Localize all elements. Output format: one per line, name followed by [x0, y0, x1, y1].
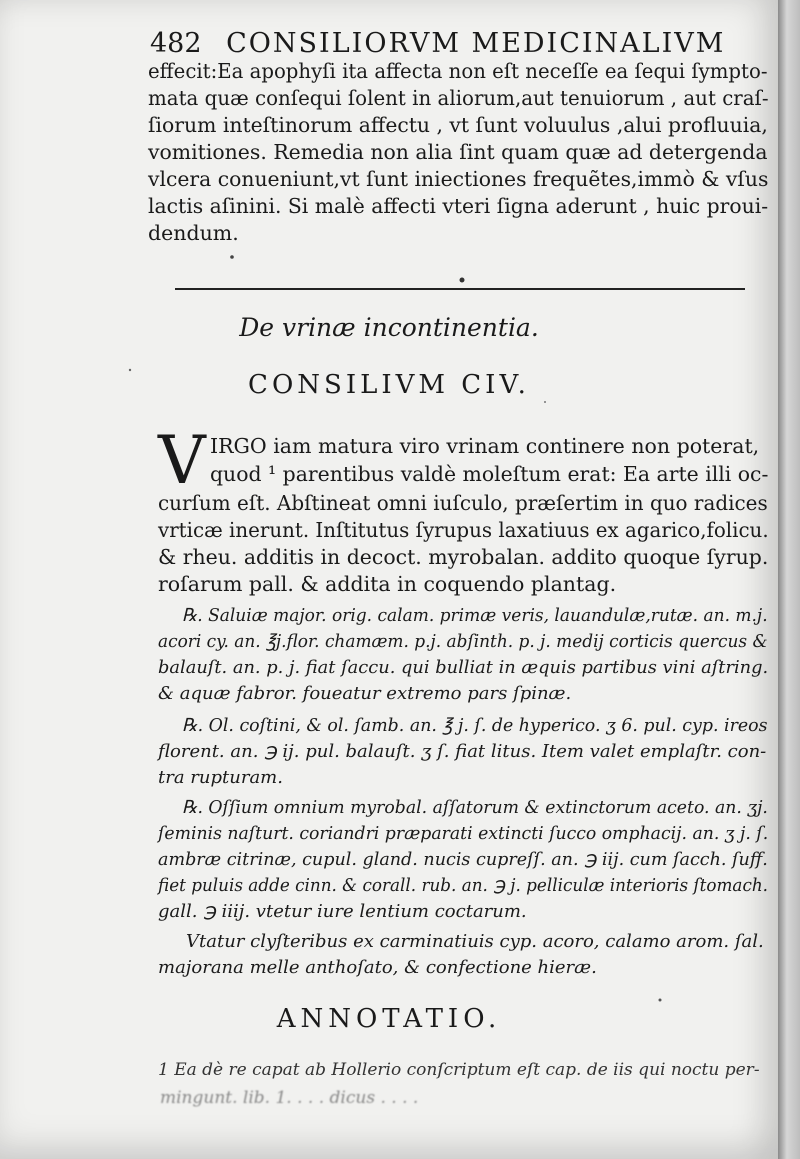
text-line: lactis aſinini. Si malè affecti vteri ſigna aderunt , huic proui- [148, 194, 769, 218]
text-line: dendum. [148, 221, 239, 245]
recipe-line: gall. ℈ iiij. vtetur iure lentium coctarum. [158, 901, 527, 922]
text-line: vlcera conueniunt,vt ſunt iniectiones frequẽtes,immò & vſus [148, 167, 769, 191]
text-line: curſum eſt. Abſtineat omni iuſculo, præſertim in quo radices [158, 491, 768, 515]
text-line: roſarum pall. & addita in coquendo plantag. [158, 572, 617, 596]
text-line: ſiorum inteſtinorum affectu , vt ſunt voluulus ,alui profluuia, [148, 113, 768, 137]
recipe-line: fiet puluis adde cinn. & corall. rub. an. ℈ j. pelliculæ interioris ſtomach. [158, 875, 769, 896]
recipe-line: ℞. Ol. coſtini, & ol. ſamb. an. ℥ j. ſ. de hyperico. ʒ 6. pul. cyp. ireos [182, 715, 768, 736]
recipe-line: majorana melle anthoſato, & confectione hieræ. [158, 957, 597, 978]
recipe-line: tra rupturam. [158, 767, 283, 788]
recipe-line: & aquæ fabror. foueatur extremo pars ſpinæ. [158, 683, 572, 704]
page-number: 482 [150, 28, 202, 59]
footnote-line: 1 Ea dè re capat ab Hollerio conſcriptum eſt cap. de iis qui noctu per- [158, 1060, 760, 1080]
text-line: mata quæ conſequi ſolent in aliorum,aut tenuiorum , aut craſ- [148, 86, 769, 110]
page-gutter-edge [778, 0, 800, 1159]
text-line: vomitiones. Remedia non alia ſint quam quæ ad detergenda [148, 140, 768, 164]
running-title: CONSILIORVM MEDICINALIVM [226, 28, 726, 59]
recipe-line: ambræ citrinæ, cupul. gland. nucis cupreſſ. an. ℈ iij. cum ſacch. ſuff. [158, 849, 768, 870]
text-line: & rheu. additis in decoct. myrobalan. addito quoque ſyrup. [158, 545, 769, 569]
footnote-line-faded: mingunt. lib. 1. . . . dicus . . . . [160, 1088, 419, 1108]
recipe-line: balauſt. an. p. j. fiat ſaccu. qui bulliat in æquis partibus vini aſtring. [158, 657, 769, 678]
recipe-line: ℞. Saluiæ major. orig. calam. primæ veris, lauandulæ,rutæ. an. m.j. [182, 605, 768, 626]
consilium-heading: CONSILIVM CIV. [248, 370, 530, 400]
recipe-line: ſeminis naſturt. coriandri præparati extincti ſucco omphacij. an. ʒ j. ſ. [158, 823, 769, 844]
recipe-line: Vtatur clyſteribus ex carminatiuis cyp. acoro, calamo arom. ſal. [186, 931, 764, 952]
text-line: effecit:Ea apophyſi ita affecta non eſt neceſſe ea ſequi ſympto- [148, 59, 768, 83]
text-line: vrticæ inerunt. Inſtitutus ſyrupus laxatiuus ex agarico,folicu. [158, 518, 769, 542]
drop-capital: V [158, 422, 206, 499]
text-line: quod ¹ parentibus valdè moleſtum erat: Ea arte illi oc- [210, 462, 769, 486]
recipe-line: acori cy. an. ℥j.flor. chamæm. p.j. abſinth. p. j. medij corticis quercus & [158, 631, 768, 652]
recipe-line: florent. an. ℈ ij. pul. balauſt. ʒ ſ. fiat litus. Item valet emplaſtr. con- [158, 741, 767, 762]
text-line: IRGO iam matura viro vrinam continere non poterat, [210, 434, 760, 458]
section-title: De vrinæ incontinentia. [239, 313, 539, 342]
recipe-line: ℞. Oſſium omnium myrobal. aſſatorum & extinctorum aceto. an. ʒj. [182, 797, 768, 818]
annotation-heading: ANNOTATIO. [276, 1004, 502, 1034]
